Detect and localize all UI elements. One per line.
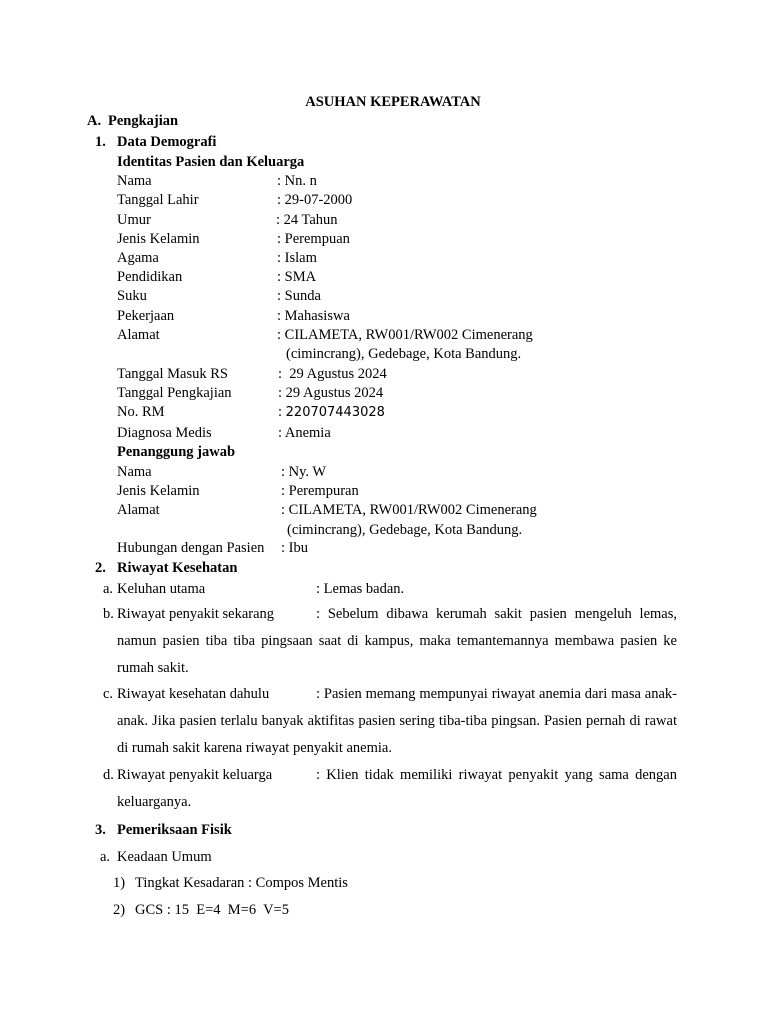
exam-a-label: Keadaan Umum [117, 849, 212, 865]
identity-heading: Identitas Pasien dan Keluarga [117, 154, 305, 170]
history-a-marker: a. [103, 581, 114, 597]
patient-occupation-label: Pekerjaan [117, 308, 175, 324]
history-c-marker: c. [103, 686, 114, 702]
patient-diagnosis-label: Diagnosa Medis [117, 425, 212, 441]
guardian-address-label: Alamat [117, 502, 160, 518]
patient-birthdate-value: : 29-07-2000 [277, 192, 353, 208]
patient-age-value: : 24 Tahun [276, 212, 338, 228]
history-d-paragraph [117, 762, 677, 816]
item-1-label: Data Demografi [117, 134, 217, 150]
history-d-marker: d. [103, 767, 114, 783]
patient-diagnosis-value: : Anemia [278, 425, 331, 441]
exam-item-1-text: Tingkat Kesadaran : Compos Mentis [135, 875, 348, 891]
history-d-label: Riwayat penyakit keluarga [117, 767, 273, 783]
patient-birthdate-label: Tanggal Lahir [117, 192, 199, 208]
patient-record-number-label: No. RM [117, 404, 165, 420]
item-2-label: Riwayat Kesehatan [117, 560, 238, 576]
history-a-label: Keluhan utama [117, 581, 206, 597]
patient-ethnicity-value: : Sunda [277, 288, 321, 304]
guardian-name-value: : Ny. W [281, 464, 327, 480]
patient-assessment-date-value: : 29 Agustus 2024 [278, 385, 384, 401]
history-b-label: Riwayat penyakit sekarang [117, 606, 275, 622]
guardian-address-value: : CILAMETA, RW001/RW002 Cimenerang [281, 502, 537, 518]
patient-address-value-line2: (cimincrang), Gedebage, Kota Bandung. [286, 346, 522, 362]
guardian-sex-label: Jenis Kelamin [117, 483, 200, 499]
patient-sex-value: : Perempuan [277, 231, 350, 247]
history-c-label: Riwayat kesehatan dahulu [117, 686, 270, 702]
history-b-paragraph [117, 601, 677, 682]
section-a-marker: A. [87, 113, 102, 129]
history-a-text: : Lemas badan. [316, 581, 405, 597]
patient-ethnicity-label: Suku [117, 288, 147, 304]
item-3-label: Pemeriksaan Fisik [117, 822, 232, 838]
exam-item-2-text: GCS : 15 E=4 M=6 V=5 [135, 902, 289, 918]
patient-education-value: : SMA [277, 269, 317, 285]
item-1-marker: 1. [95, 134, 106, 150]
exam-a-marker: a. [100, 849, 111, 865]
section-a-label: Pengkajian [108, 113, 179, 129]
guardian-heading: Penanggung jawab [117, 444, 236, 460]
patient-admission-date-label: Tanggal Masuk RS [117, 366, 228, 382]
guardian-address-value-line2: (cimincrang), Gedebage, Kota Bandung. [287, 522, 523, 538]
patient-address-value: : CILAMETA, RW001/RW002 Cimenerang [277, 327, 533, 343]
patient-assessment-date-label: Tanggal Pengkajian [117, 385, 232, 401]
history-b-marker: b. [103, 606, 114, 622]
patient-admission-date-value: : 29 Agustus 2024 [278, 366, 387, 382]
guardian-relation-label: Hubungan dengan Pasien [117, 540, 265, 556]
patient-age-label: Umur [117, 212, 151, 228]
history-c-paragraph [117, 681, 677, 762]
patient-education-label: Pendidikan [117, 269, 183, 285]
guardian-name-label: Nama [117, 464, 152, 480]
history-b-text: : Sebelum dibawa kerumah sakit pasien mengeluh lemas, namun pasien tiba tiba pingsaan saat di kampus, maka temantemannya membawa pasien ke rumah sakit. [117, 606, 677, 676]
patient-name-label: Nama [117, 173, 152, 189]
patient-occupation-value: : Mahasiswa [277, 308, 350, 324]
patient-name-value: : Nn. n [277, 173, 317, 189]
exam-item-2-marker: 2) [113, 902, 126, 918]
exam-item-1-marker: 1) [113, 875, 126, 891]
history-c-text: : Pasien memang mempunyai riwayat anemia dari masa anak-anak. Jika pasien terlalu banyak aktifitas pasien sering tiba-tiba pingsan. Pasien pernah di rawat di rumah sakit karena riwayat penyakit anemia. [117, 686, 677, 756]
record-number: 220707443028 [285, 405, 385, 420]
item-3-marker: 3. [95, 822, 106, 838]
history-d-text: : Klien tidak memiliki riwayat penyakit yang sama dengan keluarganya. [117, 767, 677, 810]
patient-sex-label: Jenis Kelamin [117, 231, 200, 247]
guardian-relation-value: : Ibu [281, 540, 308, 556]
patient-record-number-value [278, 403, 385, 422]
patient-religion-value: : Islam [277, 250, 317, 266]
patient-address-label: Alamat [117, 327, 160, 343]
patient-religion-label: Agama [117, 250, 159, 266]
item-2-marker: 2. [95, 560, 106, 576]
record-number-prefix: : [278, 404, 286, 420]
document-title: ASUHAN KEPERAWATAN [305, 94, 481, 110]
guardian-sex-value: : Perempuran [281, 483, 359, 499]
